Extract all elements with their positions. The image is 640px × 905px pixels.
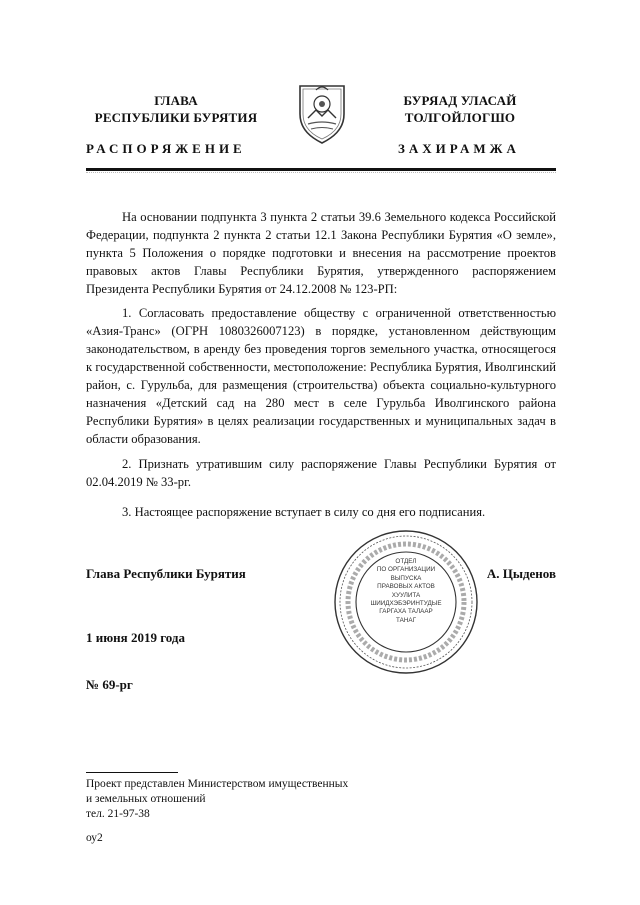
item1-paragraph xyxy=(86,304,556,448)
item2-paragraph xyxy=(86,455,556,491)
header-right xyxy=(372,92,548,126)
dotted-divider xyxy=(86,172,556,181)
footer-line2: и земельных отношений xyxy=(86,793,206,805)
footer-line3: тел. 21-97-38 xyxy=(86,808,150,820)
stamp-line8: ТАНАГ xyxy=(396,616,416,624)
stamp-line3: ВЫПУСКА xyxy=(390,574,422,582)
stamp-line4: ПРАВОВЫХ АКТОВ xyxy=(377,583,435,591)
header-right-line2: ТОЛГОЙЛОГШО xyxy=(404,110,516,125)
footer-line1: Проект представлен Министерством имущественных xyxy=(86,778,349,790)
header-left-line1: ГЛАВА xyxy=(154,93,198,108)
footer-note xyxy=(86,777,446,822)
item1-text: 1. Согласовать предоставление обществу с ограниченной ответственностью «Азия-Транс» (ОГРН 1080326007123) в порядке, установленном действующим законодательством, в аренду без проведения торгов земельного участка, относящегося к государственной собственности, местоположение: Республика Бурятия, Иволгинский район, с. Гурульба, для размещения (строительства) объекта социально-культурного назначения «Детский сад на 280 мест в селе Гурульба Иволгинского района Республики Бурятия» в целях реализации государственных и муниципальных задач в области образования. xyxy=(86,306,556,446)
doc-type-left: РАСПОРЯЖЕНИЕ xyxy=(86,141,246,156)
item3-paragraph xyxy=(86,503,556,521)
document-number: № 69-рг xyxy=(86,677,133,692)
stamp-line7: ГАРГАХА ТАЛААР xyxy=(379,608,433,616)
footnote-rule xyxy=(86,772,178,773)
emblem-icon xyxy=(294,80,350,146)
stamp-text xyxy=(360,558,452,625)
footer-code: оу2 xyxy=(86,832,103,844)
official-stamp xyxy=(332,528,480,676)
stamp-line2: ПО ОРГАНИЗАЦИИ xyxy=(376,566,436,574)
header-left xyxy=(86,92,266,126)
signatory-position: Глава Республики Бурятия xyxy=(86,566,246,581)
preamble-paragraph xyxy=(86,208,556,298)
stamp-line6: ШИИДХЭБЭРИНТУДЫЕ xyxy=(370,600,442,608)
item3-text: 3. Настоящее распоряжение вступает в силу со дня его подписания. xyxy=(122,505,486,519)
document-date: 1 июня 2019 года xyxy=(86,630,185,645)
header-divider xyxy=(86,168,556,171)
stamp-line5: ХУУЛИТА xyxy=(391,591,421,599)
header-right-line1: БУРЯАД УЛАСАЙ xyxy=(403,93,517,108)
stamp-line1: ОТДЕЛ xyxy=(395,558,417,565)
signatory-name: А. Цыденов xyxy=(486,566,556,581)
item2-text: 2. Признать утратившим силу распоряжение Главы Республики Бурятия от 02.04.2019 № 33-рг. xyxy=(86,457,556,489)
header-left-line2: РЕСПУБЛИКИ БУРЯТИЯ xyxy=(94,110,258,125)
doc-type-right: ЗАХИРАМЖА xyxy=(398,141,520,156)
preamble-text: На основании подпункта 3 пункта 2 статьи 39.6 Земельного кодекса Российской Федерации, подпункта 2 пункта 2 статьи 12.1 Закона Республики Бурятия «О земле», пункта 5 Положения о порядке подготовки и внесения на рассмотрение проектов правовых актов Главы Республики Бурятия, утвержденного распоряжением Президента Республики Бурятия от 24.12.2008 № 123-РП: xyxy=(86,210,556,296)
